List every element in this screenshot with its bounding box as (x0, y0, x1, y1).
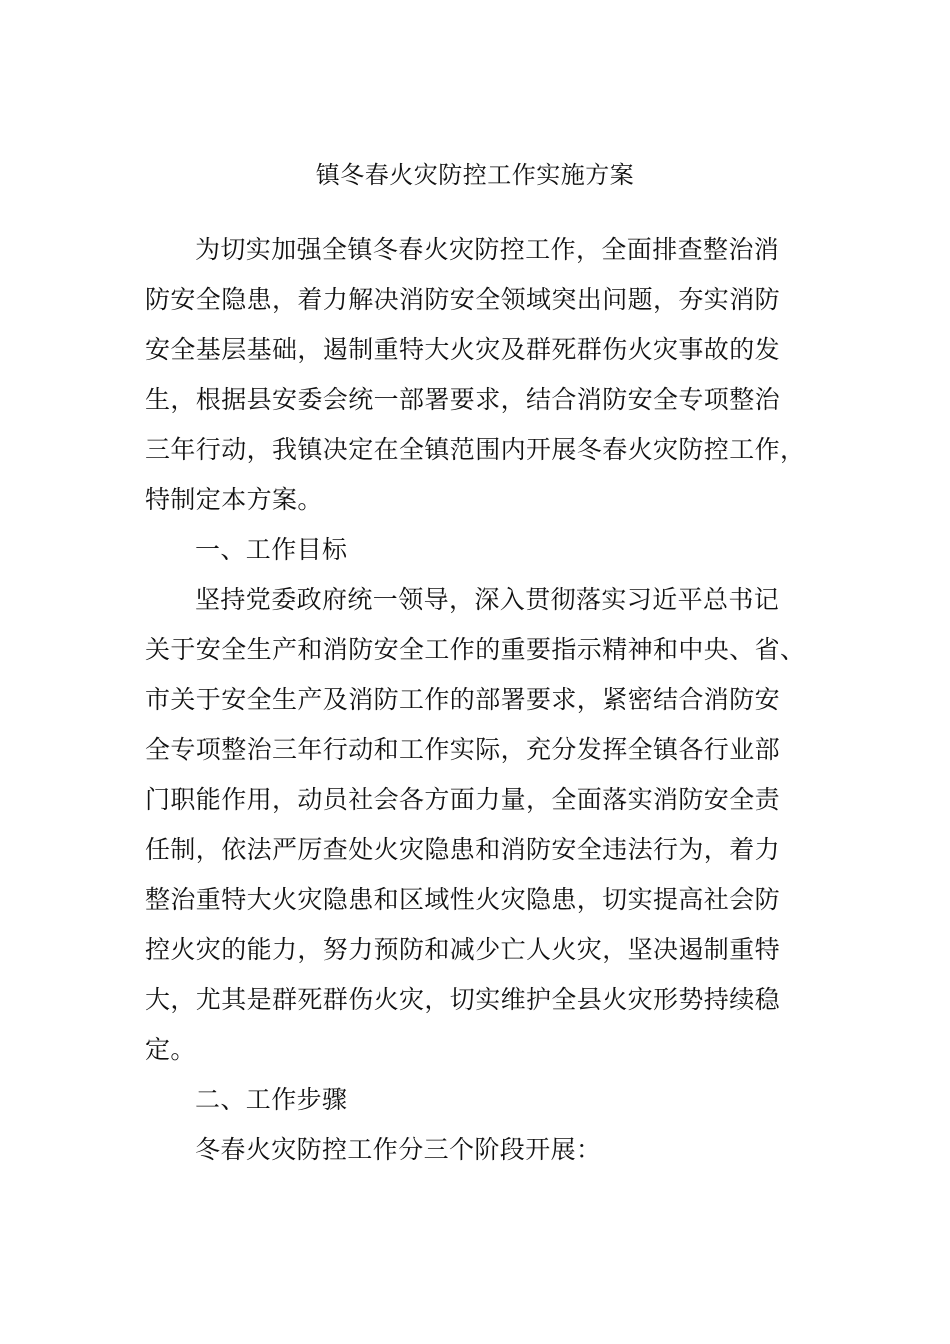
paragraph-goals-line-6: 任制，依法严厉查处火灾隐患和消防安全违法行为，着力 (145, 835, 781, 864)
paragraph-goals-line-1: 坚持党委政府统一领导，深入贯彻落实习近平总书记 (195, 585, 780, 614)
paragraph-goals-line-4: 全专项整治三年行动和工作实际，充分发挥全镇各行业部 (145, 735, 781, 764)
paragraph-goals-line-7: 整治重特大火灾隐患和区域性火灾隐患，切实提高社会防 (145, 885, 781, 914)
paragraph-intro-line-3: 安全基层基础，遏制重特大火灾及群死群伤火灾事故的发 (145, 335, 781, 364)
paragraph-goals-line-2: 关于安全生产和消防安全工作的重要指示精神和中央、省、 (145, 635, 806, 664)
paragraph-intro-line-4: 生，根据县安委会统一部署要求，结合消防安全专项整治 (145, 385, 781, 414)
paragraph-goals-line-5: 门职能作用，动员社会各方面力量，全面落实消防安全责 (145, 785, 781, 814)
paragraph-steps-line-1: 冬春火灾防控工作分三个阶段开展： (195, 1135, 602, 1164)
paragraph-goals-line-8: 控火灾的能力，努力预防和减少亡人火灾，坚决遏制重特 (145, 935, 781, 964)
paragraph-intro-line-6: 特制定本方案。 (145, 485, 323, 514)
paragraph-goals-line-9: 大，尤其是群死群伤火灾，切实维护全县火灾形势持续稳 (145, 985, 781, 1014)
paragraph-intro-line-2: 防安全隐患，着力解决消防安全领域突出问题，夯实消防 (145, 285, 781, 314)
section-heading-steps: 二、工作步骤 (195, 1085, 348, 1114)
section-heading-goals: 一、工作目标 (195, 535, 348, 564)
document-title: 镇冬春火灾防控工作实施方案 (315, 161, 635, 189)
paragraph-goals-line-10: 定。 (145, 1035, 196, 1064)
paragraph-intro-line-1: 为切实加强全镇冬春火灾防控工作，全面排查整治消 (195, 235, 780, 264)
paragraph-intro-line-5: 三年行动，我镇决定在全镇范围内开展冬春火灾防控工作， (145, 435, 806, 464)
paragraph-goals-line-3: 市关于安全生产及消防工作的部署要求，紧密结合消防安 (145, 685, 781, 714)
